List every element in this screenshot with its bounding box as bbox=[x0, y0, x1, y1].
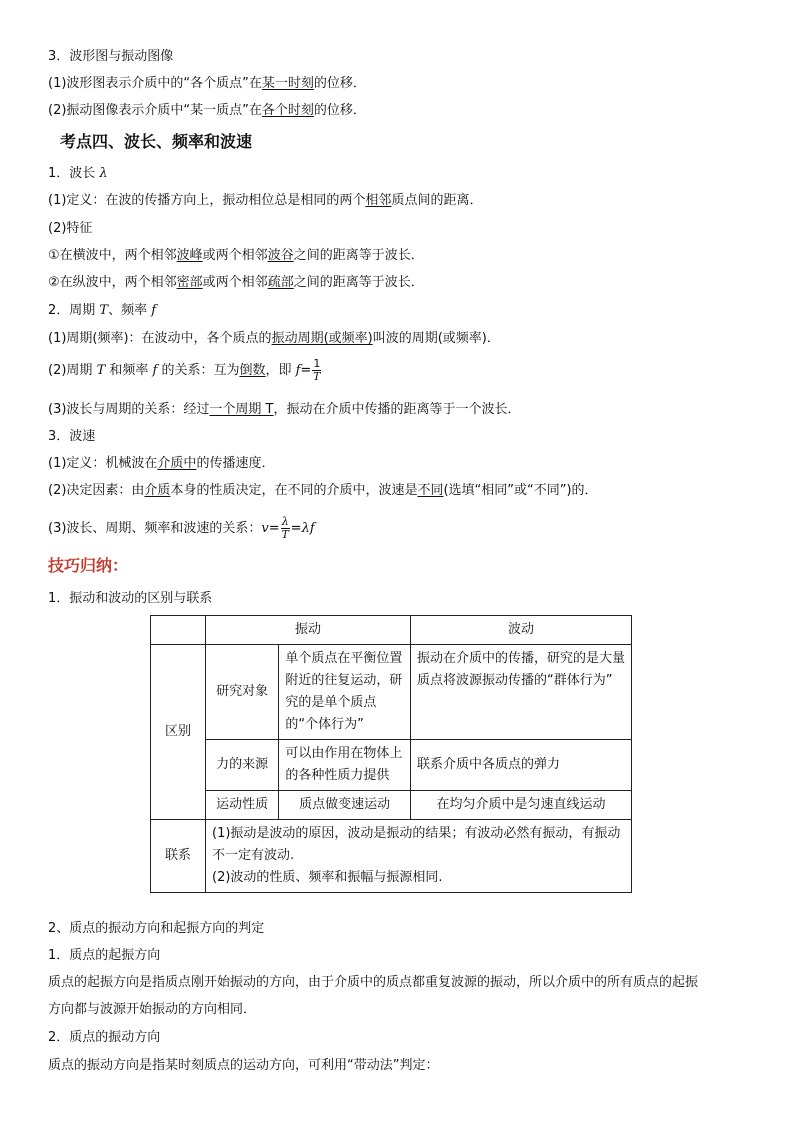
comparison-title: 1．振动和波动的区别与联系 bbox=[48, 591, 213, 606]
period-frequency-relation: (2)周期 T 和频率 f 的关系：互为倒数，即 f= $\frac{1}{T}$ bbox=[48, 357, 321, 383]
relation-cell: (1)振动是波动的原因，波动是振动的结果；有波动必然有振动，有振动不一定有波动. (2)波动的性质、频率和振幅与振源相同. bbox=[206, 820, 632, 893]
waveform-line: (1)波形图表示介质中的“各个质点”在某一时刻的位移． bbox=[48, 76, 366, 91]
period-definition: (1)周期(频率)：在波动中，各个质点的振动周期(或频率)叫波的周期(或频率)． bbox=[48, 331, 500, 346]
difference-label: 区别 bbox=[151, 645, 206, 820]
start-direction-title: 1．质点的起振方向 bbox=[48, 948, 161, 963]
table-row bbox=[151, 791, 632, 820]
section-3-title: 3．波形图与振动图像 bbox=[48, 49, 174, 64]
wave-speed-relation: (3)波长、周期、频率和波速的关系：v= $\frac{\lambda}{T}$ =λf bbox=[48, 515, 315, 541]
table-row bbox=[151, 820, 632, 893]
wave-speed-factor: (2)决定因素：由介质本身的性质决定，在不同的介质中，波速是不同(选填“相同”或“不同”)的． bbox=[48, 483, 598, 498]
longitudinal-feature: ②在纵波中，两个相邻密部或两个相邻疏部之间的距离等于波长． bbox=[48, 275, 424, 290]
table-cell: 质点做变速运动 bbox=[279, 791, 411, 820]
transverse-feature: ①在横波中，两个相邻波峰或两个相邻波谷之间的距离等于波长． bbox=[48, 248, 424, 263]
row-label: 运动性质 bbox=[206, 791, 279, 820]
table-cell: 可以由作用在物体上的各种性质力提供 bbox=[279, 740, 411, 791]
table-cell: 单个质点在平衡位置附近的往复运动，研究的是单个质点的“个体行为” bbox=[279, 645, 411, 740]
table-cell: 联系介质中各质点的弹力 bbox=[411, 740, 632, 791]
skill-summary-heading: 技巧归纳： bbox=[48, 556, 129, 575]
table-cell: 在均匀介质中是匀速直线运动 bbox=[411, 791, 632, 820]
start-direction-text-2: 方向都与波源开始振动的方向相同． bbox=[48, 1002, 257, 1017]
vibration-graph-line: (2)振动图像表示介质中“某一质点”在各个时刻的位移． bbox=[48, 103, 366, 118]
header-vibration: 振动 bbox=[206, 616, 411, 645]
row-label: 研究对象 bbox=[206, 645, 279, 740]
feature-title: (2)特征 bbox=[48, 221, 93, 236]
period-frequency-title: 2．周期 T、频率 f bbox=[48, 303, 157, 318]
table-cell: 振动在介质中的传播，研究的是大量质点将波源振动传播的“群体行为” bbox=[411, 645, 632, 740]
vibration-wave-table bbox=[150, 615, 632, 893]
row-label: 力的来源 bbox=[206, 740, 279, 791]
header-wave: 波动 bbox=[411, 616, 632, 645]
fraction-1-over-T: $\frac{1}{T}$ bbox=[313, 357, 321, 383]
wave-speed-definition: (1)定义：机械波在介质中的传播速度． bbox=[48, 456, 275, 471]
kaodian-4-heading: 考点四、波长、频率和波速 bbox=[60, 132, 253, 151]
table-row bbox=[151, 740, 632, 791]
vibration-direction-text: 质点的振动方向是指某时刻质点的运动方向，可利用“带动法”判定： bbox=[48, 1058, 439, 1073]
judgement-title: 2、质点的振动方向和起振方向的判定 bbox=[48, 921, 265, 936]
vibration-direction-title: 2．质点的振动方向 bbox=[48, 1030, 161, 1045]
relation-label: 联系 bbox=[151, 820, 206, 893]
wave-speed-title: 3．波速 bbox=[48, 429, 96, 444]
table-row bbox=[151, 645, 632, 740]
table-row bbox=[151, 616, 632, 645]
wavelength-definition: (1)定义：在波的传播方向上，振动相位总是相同的两个相邻质点间的距离． bbox=[48, 193, 483, 208]
fraction-lambda-over-T: $\frac{\lambda}{T}$ bbox=[281, 515, 289, 541]
wavelength-period-relation: (3)波长与周期的关系：经过一个周期 T，振动在介质中传播的距离等于一个波长． bbox=[48, 402, 521, 417]
start-direction-text-1: 质点的起振方向是指质点刚开始振动的方向，由于介质中的质点都重复波源的振动，所以介质中的所有质点的起振 bbox=[48, 975, 699, 990]
wavelength-title: 1．波长 λ bbox=[48, 166, 108, 181]
